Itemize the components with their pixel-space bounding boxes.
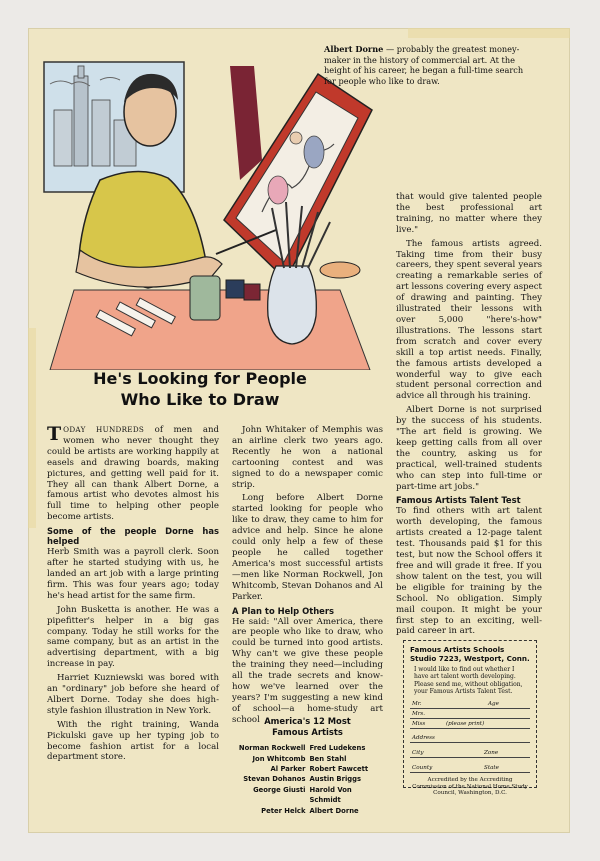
artist-name: Stevan Dohanos <box>243 775 306 784</box>
coupon-text: I would like to find out whether I have art talent worth developing. Please send me, without obligation, your Famous Artists Talent Test. <box>414 666 523 695</box>
field-label-mrs: Mrs. <box>412 711 426 718</box>
artist-name: Harold Von Schmidt <box>309 785 352 805</box>
paragraph: Albert Dorne is not surprised by the success of his students. "The art field is growing. We keep getting calls from all over the country, asking us for practical, well-trained students who can step into full-time or part-time art jobs." <box>396 405 542 492</box>
field-label-state: State <box>484 765 499 772</box>
paragraph: The famous artists agreed. Taking time from their busy careers, they spent several years creating a remarkable series of art lessons covering every aspect of drawing and painting. They illustrated their lessons with over 5,000 "here's-how" illustrations. The lessons start from scratch and cover every skill a top artist needs. Finally, the famous artists developed a wonderful way to give each student personal correction and advice all through his training. <box>396 238 542 402</box>
field-label-address: Address <box>412 735 435 742</box>
intro-paragraph <box>47 425 219 523</box>
drop-cap: T <box>47 423 62 445</box>
article-column-1 <box>47 425 219 766</box>
field-label-miss: Miss <box>412 721 426 728</box>
famous-artists-box <box>232 716 383 816</box>
illustration-artist-at-easel <box>40 40 385 370</box>
paragraph: Long before Albert Dorne started looking for people who like to draw, they came to him for advice and help. Since he alone could only help a few of these people he called together America's most successful artists—men like Norman Rockwell, Jon Whitcomb, Stevan Dohanos and Al Parker. <box>232 493 383 602</box>
name-field-2[interactable] <box>410 709 530 719</box>
article-column-2 <box>232 425 383 729</box>
headline-line-2: Who Like to Draw <box>120 390 280 409</box>
paragraph: Harriet Kuzniewski was bored with an "ordinary" job before she heard of Albert Dorne. Today she does high-style fashion illustration in New York. <box>47 673 219 716</box>
paragraph: John Whitaker of Memphis was an airline clerk two years ago. Recently he won a national cartooning contest and was signed to do a newspaper comic strip. <box>232 425 383 490</box>
artist-name: George Giusti <box>253 785 306 794</box>
field-label-county: County <box>412 765 433 772</box>
caption-name: Albert Dorne <box>324 44 384 54</box>
coupon-studio: Studio 7223, Westport, Conn. <box>410 654 530 663</box>
subhead-helped: Some of the people Dorne has helped <box>47 526 219 547</box>
address-field[interactable] <box>410 729 530 743</box>
artist-name: Peter Helck <box>261 806 306 815</box>
paragraph: Herb Smith was a payroll clerk. Soon after he started studying with us, he landed an art job with a large printing firm. This was four years ago; today he's head artist for the same firm. <box>47 547 219 601</box>
artist-name: Jon Whitcomb <box>252 754 306 763</box>
field-label-city: City <box>412 750 424 757</box>
headline-line-1: He's Looking for People <box>93 369 307 388</box>
paper-stain <box>408 28 570 38</box>
artist-name: Al Parker <box>270 765 306 773</box>
city-field[interactable] <box>410 743 530 758</box>
coupon-school: Famous Artists Schools <box>410 645 505 654</box>
field-label-zone: Zone <box>484 750 499 757</box>
field-label-print: (please print) <box>446 721 485 728</box>
artists-title-2: Famous Artists <box>272 726 343 737</box>
paragraph: John Busketta is another. He was a pipefitter's helper in a big gas company. Today he still works for the same company, but as an artist in the advertising department, with a big increase in pay. <box>47 604 219 670</box>
artist-name: Austin Briggs <box>309 775 362 784</box>
photo-caption <box>324 44 524 86</box>
paragraph: To find others with art talent worth developing, the famous artists created a 12-page talent test. Thousands paid $1 for this test, but now the School offers it free and will grade it free. If you show talent on the test, you will be eligible for training by the School. No obligation. Simply mail coupon. It might be your first step to an exciting, well-paid career in art. <box>396 506 542 637</box>
artist-name: Ben Stahl <box>309 754 347 763</box>
subhead-plan: A Plan to Help Others <box>232 605 334 616</box>
name-field[interactable] <box>410 695 530 709</box>
field-label-age: Age <box>488 701 499 708</box>
headline <box>40 368 360 410</box>
coupon-heading <box>410 645 530 663</box>
subhead-talent-test: Famous Artists Talent Test <box>396 495 521 506</box>
intro-text: of men and women who never thought they could be artists are working happily at easels and drawing boards, making pictures, and getting well paid for it. They all can thank Albert Dorne, a famous artist who devotes almost his full time to helping other people become artists. <box>47 425 219 523</box>
county-field[interactable] <box>410 758 530 773</box>
name-field-3[interactable] <box>410 719 530 729</box>
artists-title-1: America's 12 Most <box>264 716 351 726</box>
intro-lead: ODAY HUNDREDS <box>63 425 145 434</box>
artist-name: Robert Fawcett <box>309 765 369 773</box>
artist-name: Albert Dorne <box>309 806 359 815</box>
coupon-accreditation: Accredited by the Accrediting Commission of the National Home Study Council, Washington, D.C. <box>412 777 528 797</box>
mail-coupon[interactable] <box>403 640 537 797</box>
field-label-mr: Mr. <box>412 701 422 708</box>
caption-text: — probably the greatest money-maker in the history of commercial art. At the height of his career, he began a full-time search for people who like to draw. <box>324 44 524 86</box>
paragraph: that would give talented people the best professional art training, no matter where they live." <box>396 192 542 235</box>
artist-name: Fred Ludekens <box>309 744 366 753</box>
paper-stain <box>28 328 36 528</box>
artists-list <box>232 743 383 816</box>
paragraph: With the right training, Wanda Pickulski gave up her typing job to become fashion artist for a local department store. <box>47 719 219 763</box>
artist-name: Norman Rockwell <box>238 744 306 753</box>
article-column-3 <box>396 192 542 640</box>
paragraph: He said: "All over America, there are people who like to draw, who could be turned into good artists. Why can't we give these people the training they need—including all the trade secrets and know-how we've learned over the years? I'm suggesting a new kind of school—a home-study art school <box>232 616 383 725</box>
